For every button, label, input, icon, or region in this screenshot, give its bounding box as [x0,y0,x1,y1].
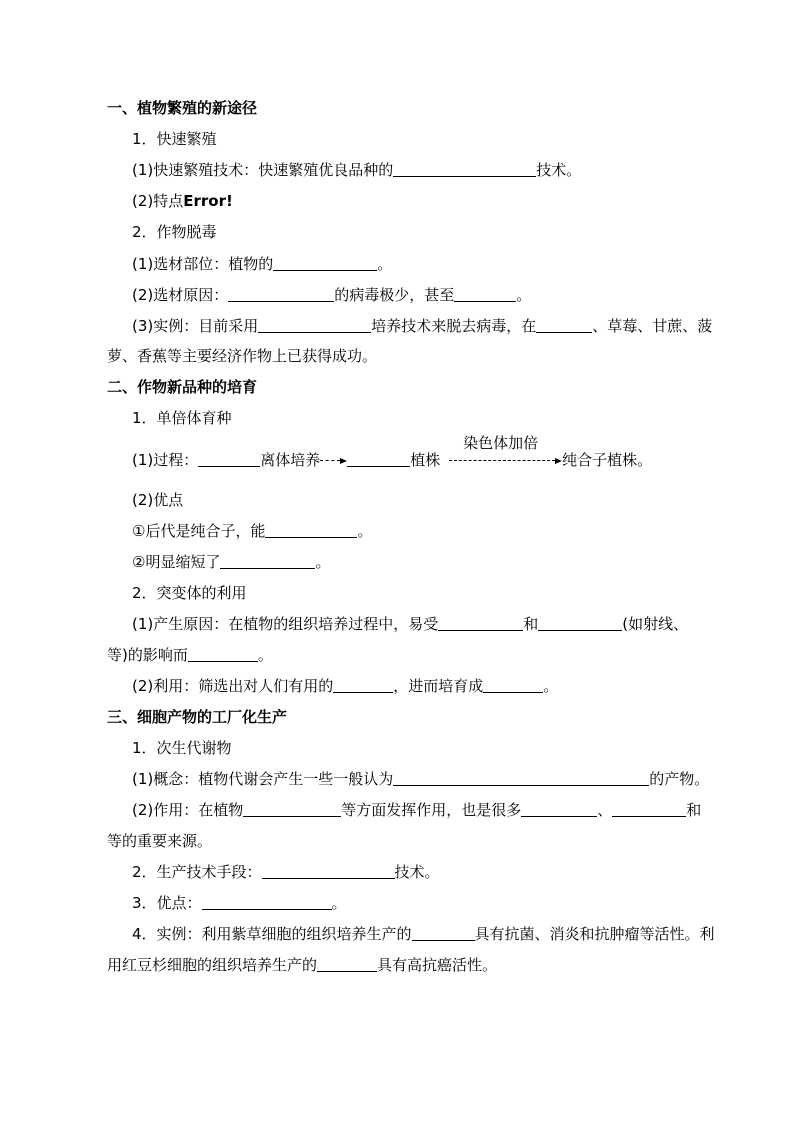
line-features [132,191,233,211]
text: ②明显缩短了 [132,553,221,571]
blank-field[interactable] [393,161,536,177]
blank-field[interactable] [220,553,315,569]
text: (2)作用：在植物 [132,801,244,819]
blank-field[interactable] [273,255,377,271]
text: 培养技术来脱去病毒，在 [371,317,537,335]
arrow-icon [340,458,347,464]
text: 、草莓、甘蔗、菠 [592,317,713,335]
text: ，进而培育成 [393,677,484,695]
error-text: Error! [183,192,233,210]
line-adv-1 [132,521,372,541]
blank-field[interactable] [243,801,341,817]
text: (如射线、 [622,615,689,633]
subheading-detox: 2．作物脱毒 [132,223,217,241]
text: 具有高抗癌活性。 [377,956,498,974]
text: (2)特点 [132,192,184,210]
text: 离体培养 [260,451,321,469]
blank-field[interactable] [265,522,357,538]
line-material-site [132,254,392,274]
blank-field[interactable] [412,925,475,941]
text: (1)产生原因：在植物的组织培养过程中，易受 [132,615,439,633]
blank-field[interactable] [262,863,395,879]
text: 。 [331,894,347,912]
text: 植株 [410,451,441,469]
arrow-icon [555,458,562,464]
arrow-shaft [449,460,555,461]
line-instance [132,924,715,944]
text: 、 [597,801,613,819]
line-merits [132,893,347,913]
text: 等方面发挥作用，也是很多 [341,801,522,819]
text: 。 [315,553,331,571]
line-example-cont: 萝、香蕉等主要经济作物上已获得成功。 [107,347,378,365]
text: 和 [523,615,539,633]
line-function [132,800,701,820]
subheading-haploid: 1．单倍体育种 [132,409,232,427]
line-instance-cont [107,955,497,975]
line-concept [132,769,709,789]
blank-field[interactable] [483,677,543,693]
section-heading-3: 三、细胞产物的工厂化生产 [107,708,288,726]
blank-field[interactable] [228,286,334,302]
arrow-label: 染色体加倍 [463,434,539,452]
text: (1)选材部位：植物的 [132,255,274,273]
line-mutation-cause [132,614,688,634]
text: 等)的影响而 [107,646,188,664]
blank-field[interactable] [333,677,393,693]
text: 的病毒极少，甚至 [334,286,455,304]
subheading-secondary-metabolites: 1．次生代谢物 [132,739,232,757]
text: 和 [686,801,702,819]
line-adv-2 [132,552,330,572]
text: (1)概念：植物代谢会产生一些一般认为 [132,770,394,788]
text: 技术。 [394,863,440,881]
subheading-mutant: 2．突变体的利用 [132,584,247,602]
line-mutation-cause-cont [107,645,273,665]
text: 用红豆杉细胞的组织培养生产的 [107,956,318,974]
blank-field[interactable] [317,956,377,972]
text: 技术。 [536,161,582,179]
blank-field[interactable] [521,801,597,817]
blank-field[interactable] [258,317,371,333]
blank-field[interactable] [202,894,332,910]
text: 4．实例：利用紫草细胞的组织培养生产的 [132,925,412,943]
line-process [132,434,653,470]
blank-field[interactable] [188,646,258,662]
section-heading-1: 一、植物繁殖的新途径 [107,99,258,117]
text: (3)实例：目前采用 [132,317,259,335]
labeled-arrow [445,434,562,470]
text: 的产物。 [649,770,710,788]
blank-field[interactable] [538,615,622,631]
text: 2．生产技术手段： [132,863,262,881]
blank-field[interactable] [438,615,523,631]
line-function-cont: 等的重要来源。 [107,832,213,850]
line-example [132,316,712,336]
text: 。 [357,522,373,540]
text: ①后代是纯合子，能 [132,522,266,540]
line-mutation-use [132,676,558,696]
section-heading-2: 二、作物新品种的培育 [107,378,258,396]
blank-field[interactable] [612,801,686,817]
blank-field[interactable] [454,286,516,302]
line-material-reason [132,285,531,305]
text: 。 [543,677,559,695]
line-production-tech [132,862,440,882]
text: 。 [377,255,393,273]
text: (1)过程： [132,451,199,469]
line-rapid-technique [132,160,581,180]
blank-field[interactable] [198,451,260,467]
text: (2)利用：筛选出对人们有用的 [132,677,334,695]
arrow-shaft [320,460,340,461]
text: 。 [257,646,273,664]
blank-field[interactable] [347,451,410,467]
line-advantages: (2)优点 [132,491,184,509]
text: (1)快速繁殖技术：快速繁殖优良品种的 [132,161,394,179]
text: 具有抗菌、消炎和抗肿瘤等活性。利 [474,925,715,943]
text: 。 [516,286,532,304]
text: (2)选材原因： [132,286,229,304]
subheading-rapid-propagation: 1．快速繁殖 [132,130,217,148]
blank-field[interactable] [393,770,649,786]
blank-field[interactable] [536,317,592,333]
text: 纯合子植株。 [562,451,653,469]
text: 3．优点： [132,894,202,912]
